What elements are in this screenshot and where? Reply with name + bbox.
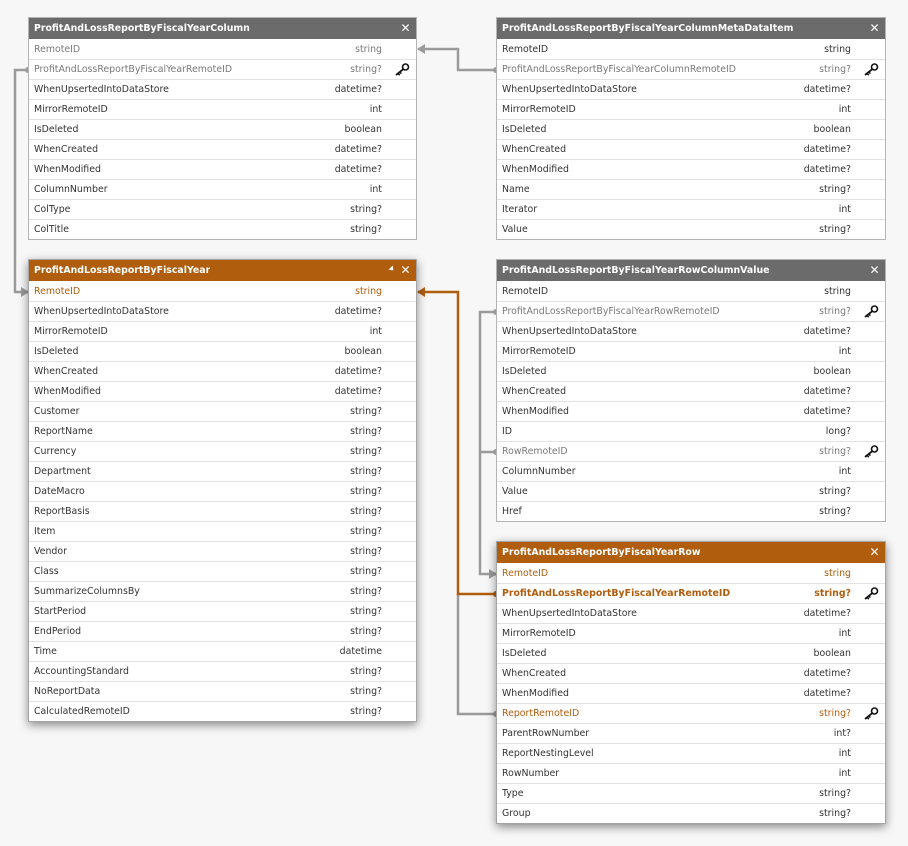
column-type: string [824,43,851,55]
column-row[interactable] [497,301,885,321]
column-row[interactable] [29,401,416,421]
column-name: RemoteID [502,43,549,55]
table-profitandlossreportbyfiscalyearrow[interactable] [496,541,886,824]
column-type: datetime? [334,366,382,377]
column-name: WhenCreated [502,386,567,397]
column-row[interactable] [29,301,416,321]
column-type: boolean [344,346,382,357]
column-row[interactable] [497,501,885,521]
column-name: ReportName [34,426,93,437]
column-row[interactable] [29,501,416,521]
column-name: WhenCreated [34,144,99,155]
close-icon[interactable]: ✕ [869,21,880,35]
column-type: datetime? [803,608,851,619]
table-title: ProfitAndLossReportByFiscalYearColumn [34,23,250,34]
column-name: WhenCreated [34,366,99,377]
column-name: RowRemoteID [502,446,568,457]
column-name: MirrorRemoteID [34,326,108,337]
column-row[interactable] [497,179,885,199]
column-row[interactable] [29,681,416,701]
column-name: WhenModified [34,386,101,397]
column-row[interactable] [497,461,885,481]
column-name: MirrorRemoteID [502,104,576,115]
connector-arrowhead [417,44,425,54]
column-type: string? [350,224,382,235]
foreign-key-icon [863,63,879,76]
column-type: int [838,748,851,759]
column-type: long? [825,426,851,437]
column-row[interactable] [29,561,416,581]
column-list [497,563,885,823]
column-type: string? [350,586,382,597]
column-type: datetime? [803,144,851,155]
column-name: Item [34,526,56,537]
column-type: string? [819,224,851,235]
connector-row-to-fiscalyear-selected [418,292,496,594]
column-name: ReportBasis [34,506,90,517]
column-list [29,281,416,721]
column-row[interactable] [29,199,416,219]
column-type: string? [819,708,851,719]
column-name: RemoteID [34,285,81,297]
column-row[interactable] [497,39,885,59]
column-type: datetime? [803,688,851,699]
column-row[interactable] [497,783,885,803]
table-profitandlossreportbyfiscalyear[interactable] [28,259,417,722]
column-row[interactable] [497,723,885,743]
column-name: ProfitAndLossReportByFiscalYearRemoteID [34,64,233,75]
column-type: datetime? [803,386,851,397]
column-name: ColumnNumber [502,466,576,477]
column-type: datetime? [334,164,382,175]
close-icon[interactable]: ✕ [869,545,880,559]
column-name: CalculatedRemoteID [34,706,130,717]
column-name: WhenCreated [502,668,567,679]
column-name: ProfitAndLossReportByFiscalYearRemoteID [502,588,731,599]
column-type: string? [350,706,382,717]
column-type: string? [350,204,382,215]
column-row[interactable] [29,481,416,501]
column-row[interactable] [29,601,416,621]
column-name: NoReportData [34,686,101,697]
column-type: string? [350,406,382,417]
column-row[interactable] [497,341,885,361]
column-type: string? [350,426,382,437]
table-header[interactable] [29,260,416,281]
column-row[interactable] [497,703,885,723]
column-name: Department [34,466,91,477]
column-row[interactable] [497,623,885,643]
column-type: int [838,104,851,115]
column-name: ParentRowNumber [502,728,590,739]
column-type: int [838,768,851,779]
column-row[interactable] [29,321,416,341]
column-name: WhenCreated [502,144,567,155]
column-row[interactable] [497,441,885,461]
column-name: RemoteID [502,285,549,297]
column-row[interactable] [497,683,885,703]
foreign-key-icon [863,305,879,318]
column-name: IsDeleted [34,124,79,135]
column-type: boolean [813,124,851,135]
column-type: int [838,466,851,477]
foreign-key-icon [863,587,879,600]
column-row[interactable] [29,119,416,139]
table-header[interactable] [497,542,885,563]
column-name: WhenUpsertedIntoDataStore [502,84,637,95]
close-icon[interactable]: ✕ [869,263,880,277]
column-name: WhenUpsertedIntoDataStore [34,84,169,95]
column-row[interactable] [497,421,885,441]
column-type: int [838,204,851,215]
column-name: Name [502,184,530,195]
table-header[interactable] [497,260,885,281]
column-row[interactable] [29,79,416,99]
column-name: ColTitle [34,224,69,235]
column-row[interactable] [29,701,416,721]
column-name: WhenModified [502,406,569,417]
column-name: RemoteID [502,567,549,579]
column-type: boolean [813,366,851,377]
column-row[interactable] [497,361,885,381]
collapse-arrow-icon[interactable] [388,265,395,272]
column-row[interactable] [497,563,885,583]
column-row[interactable] [29,139,416,159]
column-name: RowNumber [502,768,560,779]
column-type: string? [350,666,382,677]
column-row[interactable] [497,119,885,139]
column-type: datetime [339,646,382,657]
column-type: datetime? [803,84,851,95]
column-row[interactable] [497,219,885,239]
column-name: RemoteID [34,43,81,55]
table-title: ProfitAndLossReportByFiscalYearRowColumnValue [502,265,770,276]
column-type: int [369,104,382,115]
column-name: WhenUpsertedIntoDataStore [34,306,169,317]
column-type: int? [833,728,851,739]
column-type: string? [350,546,382,557]
column-type: string [355,43,382,55]
column-name: Value [502,486,528,497]
column-type: string [824,285,851,297]
column-name: EndPeriod [34,626,82,637]
column-row[interactable] [497,99,885,119]
column-row[interactable] [497,583,885,603]
column-row[interactable] [29,281,416,301]
column-type: string? [819,446,851,457]
column-name: WhenUpsertedIntoDataStore [502,326,637,337]
column-row[interactable] [29,521,416,541]
column-name: MirrorRemoteID [502,346,576,357]
column-name: WhenModified [502,688,569,699]
column-type: datetime? [334,386,382,397]
column-type: string? [814,588,851,599]
connector-reportremoteid-to-fiscalyear [458,594,496,714]
column-type: datetime? [803,668,851,679]
close-icon[interactable]: ✕ [400,21,411,35]
column-name: Href [502,506,522,517]
column-row[interactable] [497,281,885,301]
column-type: string? [819,506,851,517]
column-name: WhenModified [34,164,101,175]
column-row[interactable] [29,381,416,401]
column-row[interactable] [29,421,416,441]
column-type: datetime? [803,164,851,175]
column-name: Currency [34,446,77,457]
column-name: ReportRemoteID [502,708,580,719]
column-name: StartPeriod [34,606,87,617]
column-row[interactable] [29,581,416,601]
foreign-key-icon [394,63,410,76]
column-type: int [838,346,851,357]
column-name: ColumnNumber [34,184,108,195]
connector-arrowhead [417,287,425,297]
column-row[interactable] [29,99,416,119]
column-row[interactable] [497,199,885,219]
column-row[interactable] [29,59,416,79]
column-row[interactable] [29,219,416,239]
column-row[interactable] [497,381,885,401]
column-type: string? [350,486,382,497]
column-type: string? [350,506,382,517]
column-name: Class [34,566,59,577]
column-type: int [369,326,382,337]
column-list [29,39,416,239]
column-name: IsDeleted [34,346,79,357]
column-type: string [824,567,851,579]
column-name: WhenModified [502,164,569,175]
column-type: int [838,628,851,639]
column-row[interactable] [497,159,885,179]
column-row[interactable] [497,803,885,823]
column-type: string? [350,606,382,617]
column-row[interactable] [29,179,416,199]
column-row[interactable] [29,641,416,661]
column-row[interactable] [497,663,885,683]
column-name: Group [502,808,531,819]
column-name: IsDeleted [502,366,547,377]
column-name: Type [502,788,524,799]
column-row[interactable] [29,361,416,381]
column-type: datetime? [803,406,851,417]
column-row[interactable] [497,321,885,341]
column-name: Iterator [502,204,538,215]
column-name: Customer [34,406,80,417]
column-type: string? [350,626,382,637]
column-row[interactable] [497,603,885,623]
column-row[interactable] [29,159,416,179]
column-type: string? [350,466,382,477]
column-type: string? [350,64,382,75]
column-row[interactable] [29,541,416,561]
column-name: SummarizeColumnsBy [34,586,140,597]
column-type: string? [819,486,851,497]
column-list [497,281,885,521]
column-row[interactable] [497,643,885,663]
column-type: boolean [813,648,851,659]
column-type: string? [819,184,851,195]
column-row[interactable] [497,763,885,783]
table-profitandlossreportbyfiscalyearrowcolumnvalue[interactable] [496,259,886,522]
column-name: DateMacro [34,486,85,497]
column-row[interactable] [497,139,885,159]
column-type: int [369,184,382,195]
column-list [497,39,885,239]
column-name: MirrorRemoteID [502,628,576,639]
column-name: Value [502,224,528,235]
column-type: string [355,285,382,297]
connector-rowcolumnvalue-to-row [480,312,496,574]
column-row[interactable] [497,401,885,421]
column-row[interactable] [29,341,416,361]
column-type: string? [819,64,851,75]
column-type: datetime? [803,326,851,337]
column-type: string? [819,808,851,819]
table-title: ProfitAndLossReportByFiscalYearColumnMetaDataItem [502,23,794,34]
table-profitandlossreportbyfiscalyearcolumn[interactable] [28,17,417,240]
column-name: Time [34,646,57,657]
column-row[interactable] [29,461,416,481]
table-title: ProfitAndLossReportByFiscalYearRow [502,547,701,558]
column-type: boolean [344,124,382,135]
connector-column-to-fiscalyear [15,70,28,292]
column-row[interactable] [29,39,416,59]
table-title: ProfitAndLossReportByFiscalYear [34,265,211,276]
column-name: WhenUpsertedIntoDataStore [502,608,637,619]
column-type: datetime? [334,84,382,95]
table-header[interactable] [497,18,885,39]
column-row[interactable] [497,743,885,763]
column-type: string? [819,306,851,317]
column-row[interactable] [497,79,885,99]
table-header[interactable] [29,18,416,39]
column-row[interactable] [497,481,885,501]
column-row[interactable] [497,59,885,79]
close-icon[interactable]: ✕ [400,263,411,277]
column-name: Vendor [34,546,67,557]
column-name: ReportNestingLevel [502,748,594,759]
column-name: ProfitAndLossReportByFiscalYearColumnRemoteID [502,64,736,75]
column-type: string? [350,686,382,697]
column-row[interactable] [29,441,416,461]
column-name: ColType [34,204,71,215]
foreign-key-icon [863,707,879,720]
column-type: string? [819,788,851,799]
column-name: MirrorRemoteID [34,104,108,115]
column-type: string? [350,526,382,537]
column-name: IsDeleted [502,124,547,135]
column-type: string? [350,446,382,457]
column-row[interactable] [29,621,416,641]
column-type: datetime? [334,306,382,317]
column-name: ProfitAndLossReportByFiscalYearRowRemoteID [502,306,720,317]
column-name: IsDeleted [502,648,547,659]
connector-metadata-to-column [418,49,496,70]
foreign-key-icon [863,445,879,458]
column-type: datetime? [334,144,382,155]
table-profitandlossreportbyfiscalyearcolumnmetadataitem[interactable] [496,17,886,240]
column-type: string? [350,566,382,577]
column-row[interactable] [29,661,416,681]
column-name: AccountingStandard [34,666,129,677]
column-name: ID [502,426,512,437]
